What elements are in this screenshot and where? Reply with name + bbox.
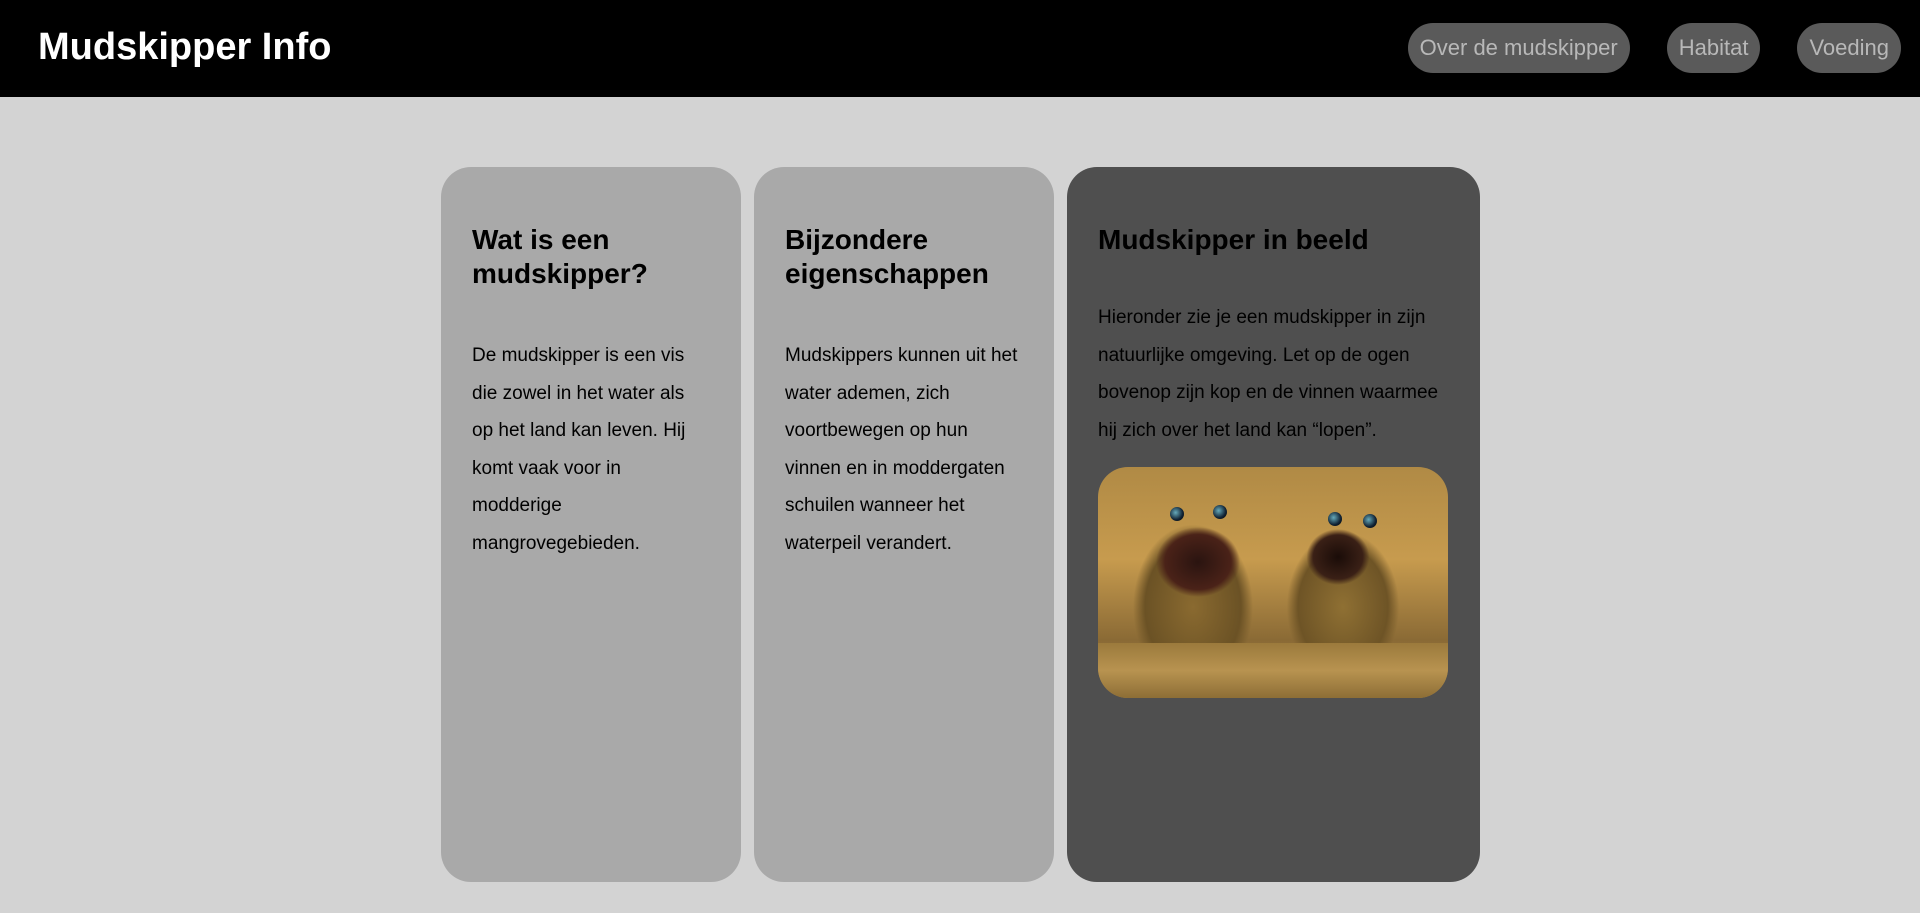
card-title: Bijzondere eigenschappen <box>785 224 989 289</box>
site-title: Mudskipper Info <box>38 26 332 68</box>
card-wat-is-een-mudskipper <box>441 167 741 882</box>
card-title: Wat is een mudskipper? <box>472 224 648 289</box>
mud-ground <box>1098 643 1448 698</box>
fish-eye-icon <box>1328 512 1342 526</box>
site-header <box>0 0 1920 97</box>
card-container <box>441 167 1480 882</box>
nav-habitat[interactable]: Habitat <box>1667 23 1761 73</box>
fish-eye-icon <box>1363 514 1377 528</box>
card-title: Mudskipper in beeld <box>1098 224 1369 255</box>
card-bijzondere-eigenschappen <box>754 167 1054 882</box>
nav-over-de-mudskipper[interactable]: Over de mudskipper <box>1408 23 1630 73</box>
mudskipper-photo <box>1098 467 1448 698</box>
fish-eye-icon <box>1213 505 1227 519</box>
main-nav <box>1408 23 1901 73</box>
card-body: Hieronder zie je een mudskipper in zijn natuurlijke omgeving. Let op de ogen bovenop zijn kop en de vinnen waarmee hij zich over het land kan “lopen”. <box>1098 307 1439 441</box>
card-body: Mudskippers kunnen uit het water ademen, zich voortbewegen op hun vinnen en in moddergaten schuilen wanneer het waterpeil verandert. <box>785 345 1018 554</box>
card-body: De mudskipper is een vis die zowel in het water als op het land kan leven. Hij komt vaak voor in modderige mangrovegebieden. <box>472 345 686 554</box>
card-mudskipper-in-beeld <box>1067 167 1480 882</box>
fish-eye-icon <box>1170 507 1184 521</box>
nav-voeding[interactable]: Voeding <box>1797 23 1901 73</box>
